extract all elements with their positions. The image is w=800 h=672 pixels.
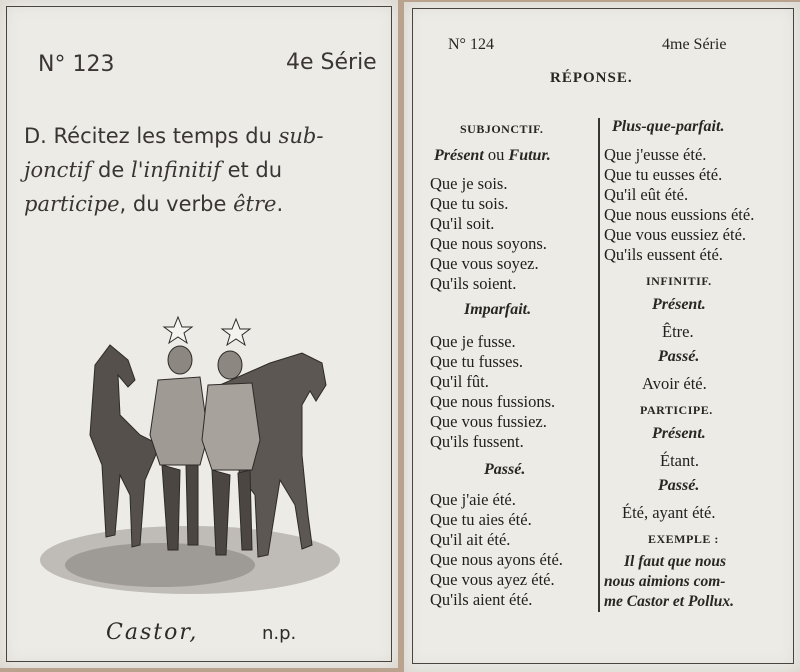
- caption-abbreviation: n.p.: [262, 623, 297, 644]
- question-text: de: [91, 158, 131, 182]
- conjugation-line: Que tu eusses été.: [604, 165, 723, 184]
- caption-name: Castor,: [106, 620, 199, 645]
- tense-heading: Passé.: [658, 477, 700, 494]
- tense-heading: Imparfait.: [464, 301, 532, 318]
- series-label: 4e Série: [286, 50, 377, 75]
- example-line: me Castor et Pollux.: [604, 593, 735, 610]
- question-line-2: [24, 154, 282, 187]
- section-heading: SUBJONCTIF.: [460, 122, 544, 136]
- conjugation-line: Que je sois.: [430, 174, 508, 193]
- section-heading: EXEMPLE :: [648, 532, 719, 546]
- tense-label: Futur.: [508, 147, 551, 164]
- verb-form: Été, ayant été.: [622, 503, 716, 522]
- conjugation-line: Qu'il fût.: [430, 372, 489, 391]
- example-line: nous aimions com-: [604, 573, 726, 590]
- verb-form: Être.: [662, 322, 694, 341]
- conjugation-line: Que vous eussiez été.: [604, 225, 747, 244]
- conjugation-line: Que tu sois.: [430, 194, 509, 213]
- example-line: Il faut que nous: [624, 553, 727, 570]
- conjugation-line: Que vous soyez.: [430, 254, 539, 273]
- question-text: .: [276, 192, 284, 216]
- question-line-1: [24, 120, 323, 153]
- question-italic: sub-: [278, 124, 324, 148]
- conjugation-line: Que nous fussions.: [430, 392, 556, 411]
- question-card: [0, 0, 398, 668]
- column-divider: [598, 118, 600, 612]
- conjugation-line: Que nous ayons été.: [430, 550, 563, 569]
- question-italic: être: [233, 192, 277, 216]
- conjugation-line: Que je fusse.: [430, 332, 516, 351]
- section-heading: PARTICIPE.: [640, 403, 713, 417]
- question-text: D. Récitez les temps du: [24, 124, 279, 148]
- card-number: N° 124: [448, 36, 494, 53]
- question-text: , du verbe: [119, 192, 234, 216]
- question-italic: participe: [24, 192, 120, 216]
- conjugation-line: Que j'aie été.: [430, 490, 516, 509]
- conjugation-line: Que nous soyons.: [430, 234, 547, 253]
- castor-pollux-illustration: [40, 305, 360, 610]
- conjugation-line: Qu'ils fussent.: [430, 432, 524, 451]
- conjugation-line: Que nous eussions été.: [604, 205, 755, 224]
- series-label: 4me Série: [662, 36, 727, 53]
- question-line-3: [24, 188, 283, 221]
- conjugation-line: Qu'il eût été.: [604, 185, 689, 204]
- tense-heading: Présent.: [652, 425, 706, 442]
- conjugation-line: Qu'il ait été.: [430, 530, 511, 549]
- tense-heading: [434, 145, 551, 165]
- card-number: N° 123: [38, 52, 115, 77]
- tense-connector: ou: [483, 145, 509, 164]
- tense-label: Présent: [434, 147, 484, 164]
- verb-form: Étant.: [660, 451, 699, 470]
- conjugation-line: Que j'eusse été.: [604, 145, 707, 164]
- section-heading: INFINITIF.: [646, 274, 712, 288]
- tense-heading: Passé.: [484, 461, 526, 478]
- conjugation-line: Que tu aies été.: [430, 510, 532, 529]
- tense-heading: Présent.: [652, 296, 706, 313]
- tense-heading: Plus-que-parfait.: [612, 118, 725, 135]
- conjugation-line: Qu'ils eussent été.: [604, 245, 723, 264]
- conjugation-line: Que vous fussiez.: [430, 412, 547, 431]
- conjugation-line: Qu'il soit.: [430, 214, 495, 233]
- tense-heading: Passé.: [658, 348, 700, 365]
- question-italic: jonctif: [24, 158, 92, 182]
- verb-form: Avoir été.: [642, 374, 707, 393]
- answer-title: RÉPONSE.: [550, 70, 633, 86]
- conjugation-line: Que vous ayez été.: [430, 570, 555, 589]
- conjugation-line: Que tu fusses.: [430, 352, 524, 371]
- conjugation-line: Qu'ils soient.: [430, 274, 517, 293]
- question-text: et du: [220, 158, 283, 182]
- question-italic: l'infinitif: [130, 158, 221, 182]
- conjugation-line: Qu'ils aient été.: [430, 590, 533, 609]
